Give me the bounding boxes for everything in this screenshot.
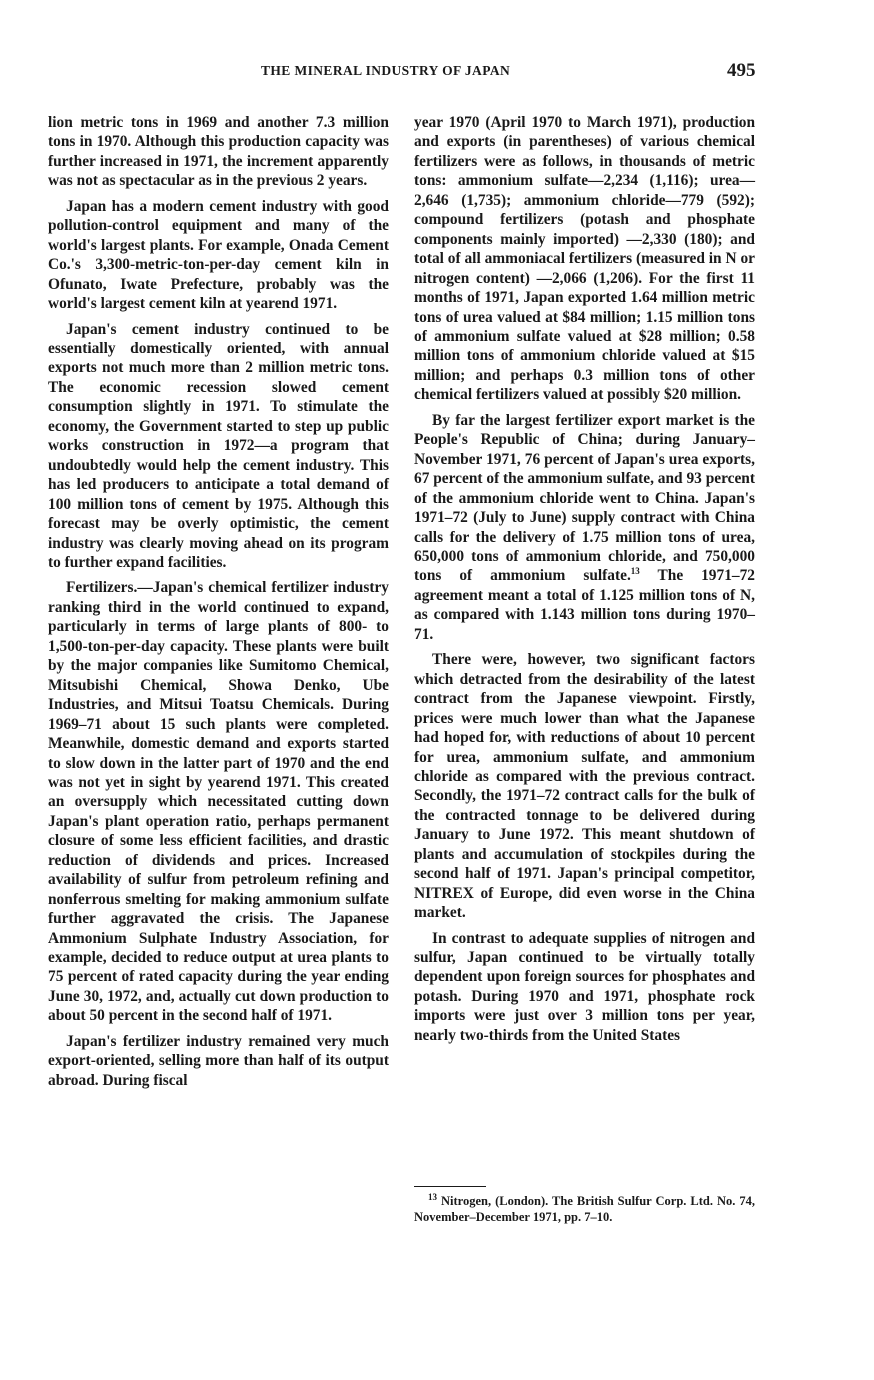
paragraph: lion metric tons in 1969 and another 7.3 million tons in 1970. Although this production capacity was further increased in 1971, the increment apparently was not as spectacular as in the previous 2 years. xyxy=(48,114,389,190)
footnote xyxy=(414,1193,755,1225)
paragraph: Japan's fertilizer industry remained very much export-oriented, selling more than half of its output abroad. During fiscal xyxy=(48,1032,389,1089)
left-column xyxy=(48,113,389,1096)
paragraph-china-market xyxy=(414,411,755,644)
footnote-divider xyxy=(414,1186,486,1187)
paragraph: Japan has a modern cement industry with good pollution-control equipment and many of the world's largest plants. For example, Onada Cement Co.'s 3,300-metric-ton-per-day cement kiln in Ofunato, Iwate Prefecture, probably was the world's largest cement kiln at yearend 1971. xyxy=(48,197,389,313)
paragraph-text: By far the largest fertilizer export market is the People's Republic of China; during January–November 1971, 76 percent of Japan's urea exports, 67 percent of the ammonium sulfate, and 93 percent of the ammonium chloride went to China. Japan's 1971–72 (July to June) supply contract with China calls for the delivery of 1.75 million tons of urea, 650,000 tons of ammonium chloride, and 750,000 tons of ammonium sulfate. xyxy=(414,411,755,585)
paragraph-fertilizers xyxy=(48,578,389,1025)
paragraph: year 1970 (April 1970 to March 1971), production and exports (in parentheses) of various chemical fertilizers were as follows, in thousands of metric tons: ammonium sulfate—2,234 (1,116); urea—2,646 (1,735); ammonium chloride—779 (592); compound fertilizers (potash and phosphate components mainly imported) —2,330 (180); and total of all ammoniacal fertilizers (measured in N or nitrogen content) —2,066 (1,206). For the first 11 months of 1971, Japan exported 1.64 million metric tons of urea valued at $84 million; 1.15 million tons of ammonium sulfate valued at $28 million; 0.58 million tons of ammonium chloride valued at $15 million; and perhaps 0.3 million tons of other chemical fertilizers valued at possibly $20 million. xyxy=(414,114,755,404)
footnote-marker: 13 xyxy=(428,1191,437,1202)
running-title: THE MINERAL INDUSTRY OF JAPAN xyxy=(261,63,511,78)
paragraph: There were, however, two significant factors which detracted from the desirability of the latest contract from the Japanese viewpoint. Firstly, prices were much lower than what the Japanese had hoped for, with reductions of about 10 percent for urea, ammonium sulfate, and ammonium chloride as compared with the previous contract. Secondly, the 1971–72 contract calls for the bulk of the contracted tonnage to be delivered during January to June 1972. This meant shutdown of plants and accumulation of stockpiles during the second half of 1971. Japan's principal competitor, NITREX of Europe, did even worse in the China market. xyxy=(414,651,755,922)
paragraph-text: —Japan's chemical fertilizer industry ranking third in the world continued to expand, particularly in terms of large plants of 800- to 1,500-ton-per-day capacity. These plants were built by the major companies like Sumitomo Chemical, Mitsubishi Chemical, Showa Denko, Ube Industries, and Mitsui Toatsu Chemicals. During 1969–71 about 15 such plants were completed. Meanwhile, domestic demand and exports started to slow down in the latter part of 1970 and the end was not yet in sight by yearend 1971. This created an oversupply which necessitated cutting down Japan's plant operation ratio, perhaps permanent closure of some less efficient facilities, and drastic reduction of dividends and prices. Increased availability of sulfur from petroleum refining and nonferrous smelting for making ammonium sulfate further aggravated the crisis. The Japanese Ammonium Sulphate Industry Association, for example, decided to reduce output at urea plants to 75 percent of rated capacity during the year ending June 30, 1972, and, actually cut down production to about 50 percent in the second half of 1971. xyxy=(48,579,389,1025)
paragraph: In contrast to adequate supplies of nitrogen and sulfur, Japan continued to be virtually totally dependent upon foreign sources for phosphates and potash. During 1970 and 1971, phosphate rock imports were just over 3 million tons per year, nearly two-thirds from the United States xyxy=(414,929,755,1044)
footnote-reference: 13 xyxy=(630,566,640,577)
footnote-text: Nitrogen, (London). The British Sulfur Corp. Ltd. No. 74, November–December 1971, pp. 7–10. xyxy=(414,1194,755,1224)
right-column xyxy=(414,113,755,1051)
paragraph-text: The 1971–72 agreement meant a total of 1.125 million tons of N, as compared with 1.143 million tons during 1970–71. xyxy=(414,567,755,643)
page-number: 495 xyxy=(727,60,756,81)
paragraph: Japan's cement industry continued to be essentially domestically oriented, with annual exports not much more than 2 million metric tons. The economic recession slowed cement consumption slightly in 1971. To stimulate the economy, the Government started to step up public works construction in 1972—a program that undoubtedly would help the cement industry. This has led producers to anticipate a total demand of 100 million tons of cement by 1975. Although this forecast may be overly optimistic, the cement industry was clearly moving ahead on its program to further expand facilities. xyxy=(48,320,389,571)
section-heading: Fertilizers. xyxy=(66,579,138,597)
